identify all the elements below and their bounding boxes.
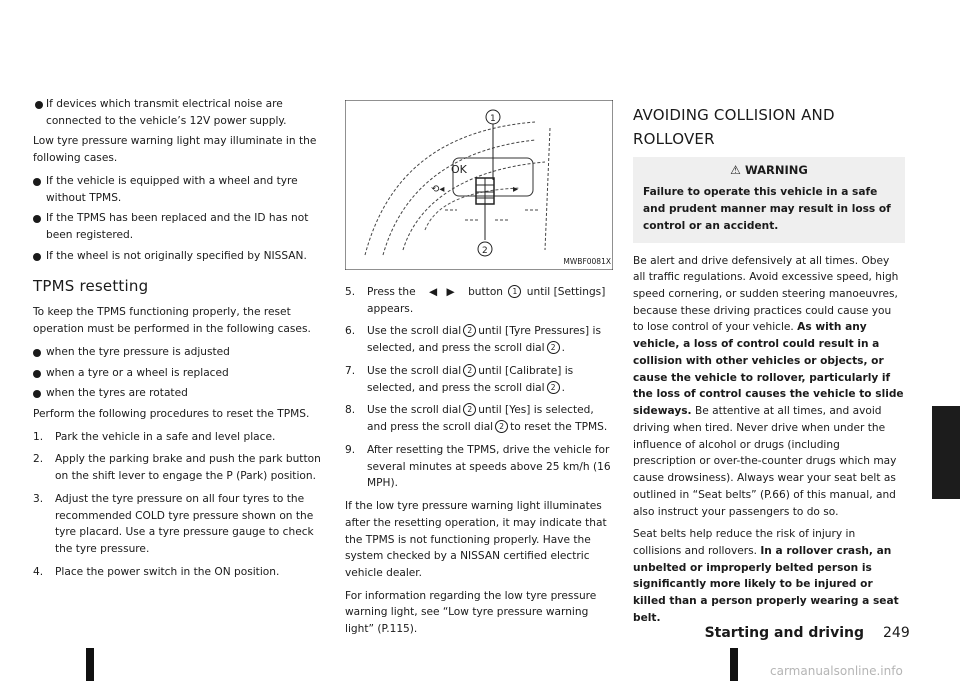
paragraph-bold-text: As with any vehicle, a loss of control could result in a collision with other vehicles or objects, or cause the vehicle to rollover, particularly if the loss of control causes the vehicle to slide sideways. — [633, 321, 904, 418]
step-item — [33, 429, 325, 446]
step-item — [345, 363, 613, 396]
step-text-part: until [Settings] appears. — [367, 286, 606, 315]
step-text-part: to reset the TPMS. — [510, 421, 608, 434]
svg-text:▸: ▸ — [513, 184, 519, 195]
step-item — [33, 451, 325, 484]
paragraph — [633, 526, 905, 626]
paragraph: Perform the following procedures to reset the TPMS. — [33, 407, 310, 420]
step-number: 3. — [33, 492, 44, 505]
step-number: 1. — [33, 430, 44, 443]
step-text-part: until [Tyre Pressures] is selected, and press the scroll dial — [367, 325, 602, 355]
step-number: 2. — [33, 453, 44, 466]
bullet-item: If the vehicle is equipped with a wheel and tyre without TPMS. — [33, 173, 325, 206]
crop-mark — [730, 648, 738, 681]
paragraph-text: Be attentive at all times, and avoid driving when tired. Never drive when under the influence of alcohol or drugs (including prescription or over-the-counter drugs which may cause drowsiness). Always wear your seat belt as outlined in “Seat belts” (P.66) of this manual, and also instruct your passengers to do so. — [633, 405, 897, 518]
step-text: Park the vehicle in a safe and level place. — [55, 430, 276, 443]
watermark: carmanualsonline.info — [770, 664, 903, 678]
callout-2-icon: 2 — [463, 403, 476, 416]
section-heading: AVOIDING COLLISION AND ROLLOVER — [633, 106, 835, 148]
step-item — [33, 564, 325, 581]
steering-switch-figure — [345, 100, 613, 270]
bullet-item: when the tyres are rotated — [33, 385, 325, 402]
paragraph-bold-text: In a rollover crash, an unbelted or improperly belted person is significantly more likely to be injured or killed than a person properly wearing a seat belt. — [633, 545, 899, 624]
step-text — [367, 363, 613, 396]
step-text — [367, 402, 613, 435]
warning-header — [643, 161, 895, 180]
bullet-item: when a tyre or a wheel is replaced — [33, 365, 325, 382]
paragraph: To keep the TPMS functioning properly, the reset operation must be performed in the following cases. — [33, 306, 311, 336]
step-text-part: Use the scroll dial — [367, 364, 462, 377]
step-text — [367, 284, 613, 317]
figure-caption: MWBF0081X — [563, 257, 611, 267]
step-item — [345, 323, 613, 356]
callout-1: 1 — [490, 114, 496, 124]
chapter-tab — [932, 406, 960, 499]
warning-box — [633, 157, 905, 242]
step-number: 6. — [345, 325, 356, 338]
step-text-part: until [Yes] is selected, and press the scroll dial — [367, 404, 594, 434]
section-heading: TPMS resetting — [33, 276, 149, 295]
svg-text:⟲◂: ⟲◂ — [431, 184, 445, 195]
ok-label: OK — [451, 163, 467, 176]
bullet-item: when the tyre pressure is adjusted — [33, 344, 325, 361]
paragraph: If the low tyre pressure warning light illuminates after the resetting operation, it may indicate that the TPMS is not functioning properly. Have the system checked by a NISSAN certified electric vehicle dealer. — [345, 500, 607, 580]
warning-text: Failure to operate this vehicle in a safe and prudent manner may result in loss of control or an accident. — [643, 186, 891, 232]
step-text: Adjust the tyre pressure on all four tyres to the recommended COLD tyre pressure shown on the tyre placard. Use a tyre pressure gauge to check the tyre pressure. — [55, 492, 314, 556]
right-column — [633, 104, 905, 633]
callout-2: 2 — [482, 246, 488, 256]
step-text — [367, 323, 613, 356]
crop-mark — [86, 648, 94, 681]
bullet-item: If devices which transmit electrical noise are connected to the vehicle’s 12V power supply. — [33, 96, 325, 129]
step-text-part: . — [561, 381, 565, 394]
paragraph-text: Seat belts help reduce the risk of injury in collisions and rollovers. — [633, 528, 856, 558]
left-column — [33, 96, 325, 587]
step-number: 8. — [345, 404, 356, 417]
paragraph-text: Be alert and drive defensively at all times. Obey all traffic regulations. Avoid excessive speed, high speed cornering, or sudden steering manoeuvres, because these driving practices could cause you to lose control of your vehicle. — [633, 254, 899, 334]
warning-title: WARNING — [744, 163, 808, 178]
bullet-item: If the wheel is not originally specified by NISSAN. — [33, 248, 325, 265]
step-text: After resetting the TPMS, drive the vehicle for several minutes at speeds above 25 km/h (16 MPH). — [367, 443, 611, 490]
step-text-part: button — [468, 286, 504, 298]
footer-section-title: Starting and driving — [704, 625, 864, 641]
step-number: 5. — [345, 286, 356, 298]
step-item — [33, 491, 325, 558]
paragraph: For information regarding the low tyre pressure warning light, see “Low tyre pressure warning light” (P.115). — [345, 589, 597, 636]
steering-switch-illustration — [345, 100, 613, 270]
middle-column — [345, 100, 613, 644]
step-number: 9. — [345, 443, 356, 456]
callout-2-icon: 2 — [463, 364, 476, 377]
bullet-item: If the TPMS has been replaced and the ID has not been registered. — [33, 210, 325, 243]
step-item — [345, 442, 613, 492]
step-number: 4. — [33, 565, 44, 578]
step-text: Place the power switch in the ON position. — [55, 565, 280, 578]
step-text-part: Use the scroll dial — [367, 404, 462, 417]
right-arrow-icon: ▶ — [446, 286, 455, 298]
callout-2-icon: 2 — [547, 341, 560, 354]
callout-2-icon: 2 — [495, 420, 508, 433]
step-text: Apply the parking brake and push the park button on the shift lever to engage the P (Park) position. — [55, 453, 321, 483]
callout-1-icon: 1 — [508, 285, 521, 298]
paragraph: Low tyre pressure warning light may illuminate in the following cases. — [33, 135, 317, 165]
paragraph — [633, 253, 905, 521]
step-text-part: Press the — [367, 286, 416, 298]
page-number: 249 — [883, 625, 910, 641]
callout-2-icon: 2 — [547, 381, 560, 394]
step-text-part: Use the scroll dial — [367, 325, 462, 338]
step-number: 7. — [345, 364, 356, 377]
left-arrow-icon: ◀ — [429, 286, 438, 298]
step-item — [345, 402, 613, 435]
step-item — [345, 284, 613, 317]
callout-2-icon: 2 — [463, 324, 476, 337]
warning-icon: ⚠ — [730, 163, 741, 178]
step-text-part: until [Calibrate] is selected, and press the scroll dial — [367, 364, 574, 394]
step-text-part: . — [561, 342, 565, 355]
